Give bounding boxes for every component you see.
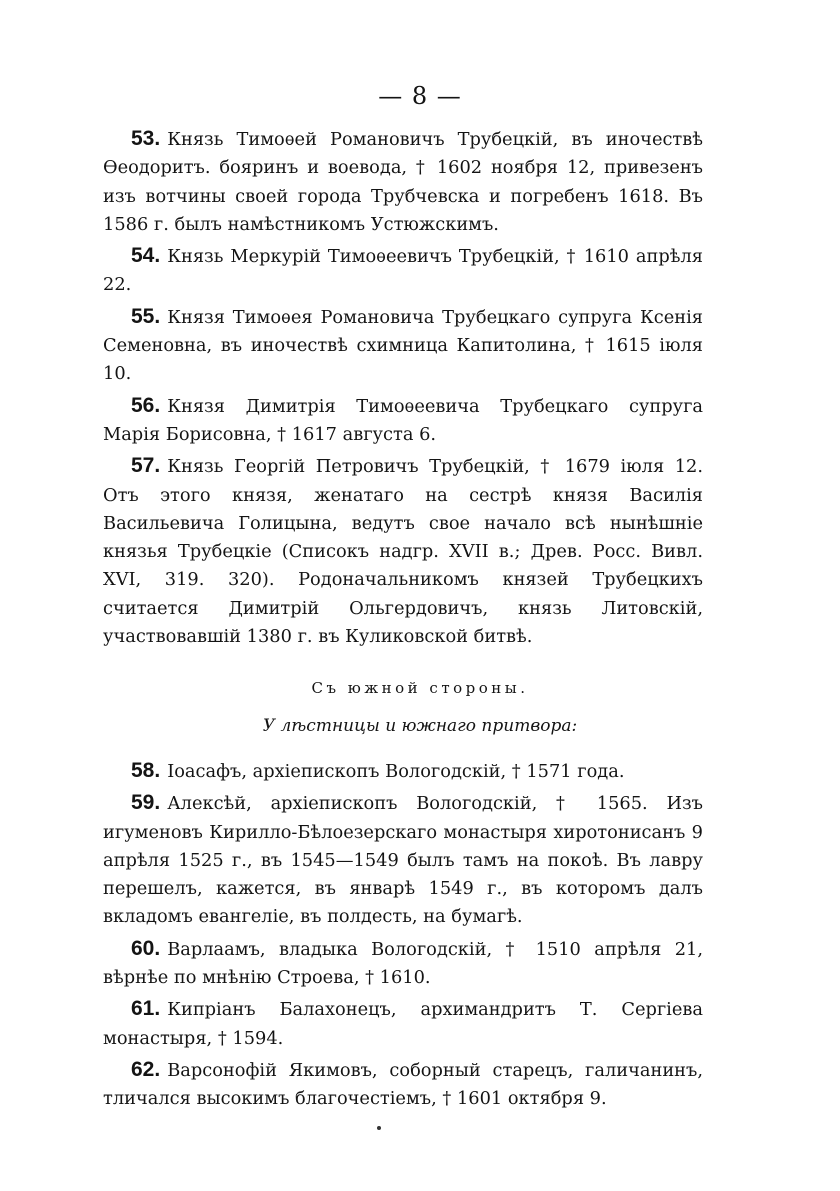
entry-55 bbox=[103, 303, 703, 389]
section-heading: Съ южной стороны. bbox=[311, 679, 529, 697]
entry-text: Кипріанъ Балахонецъ, архимандритъ Т. Сергіева монастыря, † 1594. bbox=[103, 999, 703, 1049]
entry-number: 54. bbox=[131, 244, 161, 268]
entry-text: Варсонофій Якимовъ, соборный старецъ, галичанинъ, тличался высокимъ благочестіемъ, † 1601 октября 9. bbox=[103, 1059, 703, 1110]
entry-number: 59. bbox=[131, 791, 161, 815]
entry-57 bbox=[103, 452, 703, 651]
entry-text: Князя Тимоѳея Романовича Трубецкаго супруга Ксенія Семеновна, въ иночествѣ схимница Капитолина, † 1615 іюля 10. bbox=[103, 306, 703, 385]
entry-54 bbox=[103, 242, 703, 300]
entry-number: 55. bbox=[131, 304, 161, 328]
entry-number: 58. bbox=[131, 759, 161, 782]
entry-text: Варлаамъ, владыка Вологодскій, † 1510 апрѣля 21, вѣрнѣе по мнѣнію Строева, † 1610. bbox=[103, 938, 703, 989]
entry-number: 57. bbox=[131, 454, 161, 478]
page-number: — 8 — bbox=[378, 82, 462, 110]
entry-61 bbox=[103, 995, 703, 1053]
entry-59 bbox=[103, 789, 703, 931]
entry-text: Алексѣй, архіепископъ Вологодскій, † 1565. Изъ игуменовъ Кирилло-Бѣлоезерскаго монастыря хиротонисанъ 9 апрѣля 1525 г., въ 1545—1549 былъ тамъ на покоѣ. Въ лавру перешелъ, кажется, въ январѣ 1549 г., въ которомъ далъ вкладомъ евангеліе, въ полдесть, на бумагѣ. bbox=[103, 793, 703, 928]
entry-text: Іоасафъ, архіепископъ Вологодскій, † 1571 года. bbox=[167, 761, 625, 782]
ink-speck bbox=[377, 1126, 381, 1130]
entry-number: 56. bbox=[131, 393, 161, 417]
entry-53 bbox=[103, 125, 703, 239]
entry-text: Князь Меркурій Тимоѳеевичъ Трубецкій, † 1610 апрѣля 22. bbox=[103, 246, 703, 296]
entry-number: 61. bbox=[131, 997, 161, 1021]
entry-list-bottom bbox=[103, 757, 703, 1117]
entry-text: Князя Димитрія Тимоѳеевича Трубецкаго супруга Марія Борисовна, † 1617 августа 6. bbox=[103, 395, 703, 445]
entry-text: Князь Георгій Петровичъ Трубецкій, † 1679 іюля 12. Отъ этого князя, женатаго на сестрѣ князя Василія Васильевича Голицына, ведутъ свое начало всѣ нынѣшніе князья Трубецкіе (Списокъ надгр. XVII в.; Древ. Росс. Вивл. XVI, 319. 320). Родоначальникомъ князей Трубецкихъ считается Димитрій Ольгердовичъ, князь Литовскій, участвовавшій 1380 г. въ Куликовской битвѣ. bbox=[103, 456, 703, 648]
entry-62 bbox=[103, 1056, 703, 1114]
entry-58 bbox=[103, 757, 703, 786]
subheading: У лѣстницы и южнаго притвора: bbox=[262, 716, 578, 736]
entry-list-top bbox=[103, 125, 703, 654]
entry-number: 60. bbox=[131, 936, 161, 960]
entry-number: 62. bbox=[131, 1057, 161, 1081]
entry-60 bbox=[103, 935, 703, 993]
entry-text: Князь Тимоѳей Романовичъ Трубецкій, въ иночествѣ Ѳеодоритъ. бояринъ и воевода, † 1602 ноября 12, привезенъ изъ вотчины своей города Трубчевска и погребенъ 1618. Въ 1586 г. былъ намѣстникомъ Устюжскимъ. bbox=[103, 129, 703, 235]
entry-56 bbox=[103, 392, 703, 450]
entry-number: 53. bbox=[131, 127, 161, 150]
